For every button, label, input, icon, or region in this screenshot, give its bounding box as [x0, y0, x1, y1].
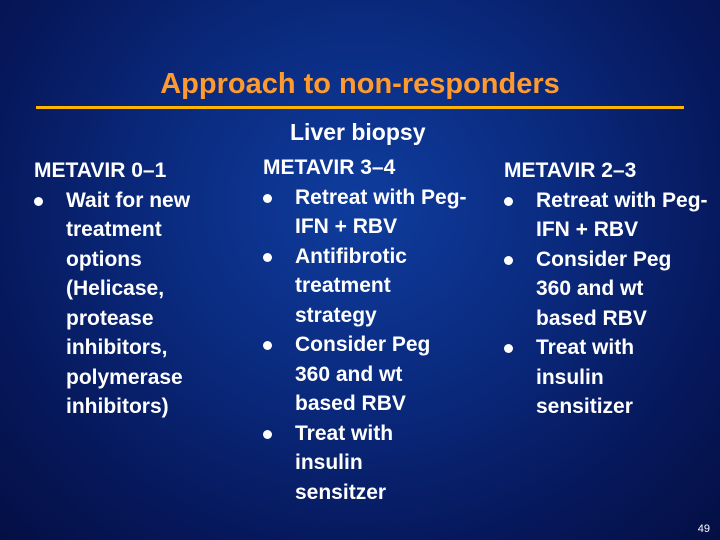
list-item-text: Treat with insulin sensitzer — [295, 421, 394, 504]
bullet-list — [504, 186, 708, 422]
list-item — [504, 186, 716, 245]
column-heading: METAVIR 3–4 — [263, 156, 396, 179]
column-metavir-0-1 — [34, 156, 224, 422]
list-item-text: Consider Peg 360 and wt based RBV — [295, 333, 431, 415]
list-item-text: Treat with insulin sensitizer — [536, 336, 635, 418]
bullet-icon — [263, 430, 272, 439]
page-number: 49 — [697, 523, 710, 535]
list-item-text: Wait for new treatment options (Helicase, protease inhibitors, polymerase inhibitors) — [66, 188, 191, 418]
bullet-list — [34, 186, 224, 422]
bullet-icon — [34, 197, 43, 206]
column-heading: METAVIR 2–3 — [504, 159, 637, 182]
slide-title: Approach to non-responders — [160, 68, 560, 100]
column-heading: METAVIR 0–1 — [34, 159, 167, 182]
title-underline — [36, 106, 684, 109]
list-item-text: Retreat with Peg-IFN + RBV — [536, 188, 708, 241]
bullet-icon — [263, 253, 272, 262]
list-item — [263, 242, 435, 331]
list-item — [263, 419, 445, 508]
list-item-text: Antifibrotic treatment strategy — [295, 244, 407, 327]
bullet-list — [263, 183, 473, 508]
list-item-text: Retreat with Peg-IFN + RBV — [295, 185, 467, 238]
bullet-icon — [504, 197, 513, 206]
slide-subtitle: Liver biopsy — [290, 119, 426, 145]
bullet-icon — [504, 344, 513, 353]
bullet-icon — [504, 256, 513, 265]
bullet-icon — [263, 341, 272, 350]
column-metavir-2-3 — [504, 156, 708, 422]
list-item-text: Consider Peg 360 and wt based RBV — [536, 247, 672, 330]
list-item — [504, 333, 686, 422]
list-item — [263, 330, 460, 419]
column-metavir-3-4 — [263, 153, 473, 507]
list-item — [504, 245, 701, 334]
list-item — [263, 183, 475, 242]
bullet-icon — [263, 194, 272, 203]
list-item — [34, 186, 216, 422]
